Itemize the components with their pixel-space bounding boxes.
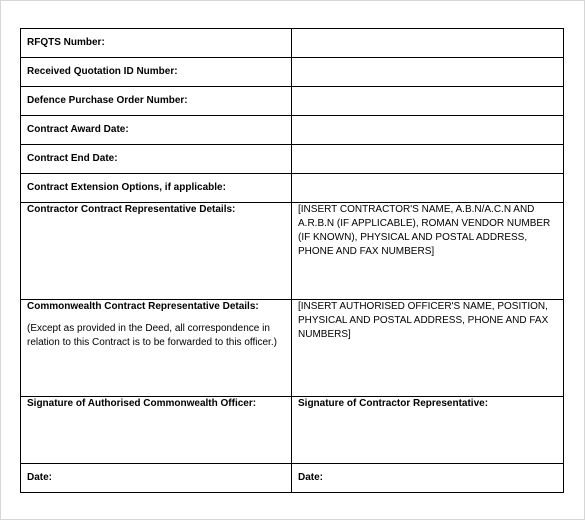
rfqts-number-label: RFQTS Number: [21, 29, 292, 58]
commonwealth-representative-field[interactable] [292, 300, 564, 397]
contract-end-date-field[interactable] [292, 145, 564, 174]
contractor-representative-field[interactable] [292, 203, 564, 300]
table-row [21, 145, 564, 174]
table-row [21, 397, 564, 464]
received-quotation-id-field[interactable] [292, 58, 564, 87]
contract-extension-options-field[interactable] [292, 174, 564, 203]
table-row [21, 29, 564, 58]
contract-award-date-field[interactable] [292, 116, 564, 145]
commonwealth-representative-cell [21, 300, 292, 397]
signature-contractor-representative-field[interactable]: Signature of Contractor Representative: [292, 397, 564, 464]
table-row [21, 116, 564, 145]
table-row [21, 58, 564, 87]
commonwealth-representative-note: (Except as provided in the Deed, all correspondence in relation to this Contract is to be forwarded to this officer.) [27, 323, 277, 348]
rfqts-number-field[interactable] [292, 29, 564, 58]
contractor-representative-value: [INSERT CONTRACTOR'S NAME, A.B.N/A.C.N AND A.R.B.N (IF APPLICABLE), ROMAN VENDOR NUMBER (IF KNOWN), PHYSICAL AND POSTAL ADDRESS, PHONE AND FAX NUMBERS] [298, 204, 551, 257]
commonwealth-representative-value: [INSERT AUTHORISED OFFICER'S NAME, POSITION, PHYSICAL AND POSTAL ADDRESS, PHONE AND FAX NUMBERS] [298, 301, 549, 340]
date-right-field[interactable]: Date: [292, 464, 564, 493]
received-quotation-id-label: Received Quotation ID Number: [21, 58, 292, 87]
commonwealth-representative-label: Commonwealth Contract Representative Details: [27, 301, 259, 312]
defence-purchase-order-label: Defence Purchase Order Number: [21, 87, 292, 116]
table-row [21, 87, 564, 116]
defence-purchase-order-field[interactable] [292, 87, 564, 116]
table-row [21, 464, 564, 493]
table-row [21, 174, 564, 203]
table-row [21, 203, 564, 300]
signature-commonwealth-officer-field[interactable]: Signature of Authorised Commonwealth Officer: [21, 397, 292, 464]
contract-end-date-label: Contract End Date: [21, 145, 292, 174]
table-row [21, 300, 564, 397]
contract-details-table [20, 28, 564, 493]
contractor-representative-label: Contractor Contract Representative Details: [21, 203, 292, 300]
contract-award-date-label: Contract Award Date: [21, 116, 292, 145]
contract-extension-options-label: Contract Extension Options, if applicable: [21, 174, 292, 203]
date-left-field[interactable]: Date: [21, 464, 292, 493]
